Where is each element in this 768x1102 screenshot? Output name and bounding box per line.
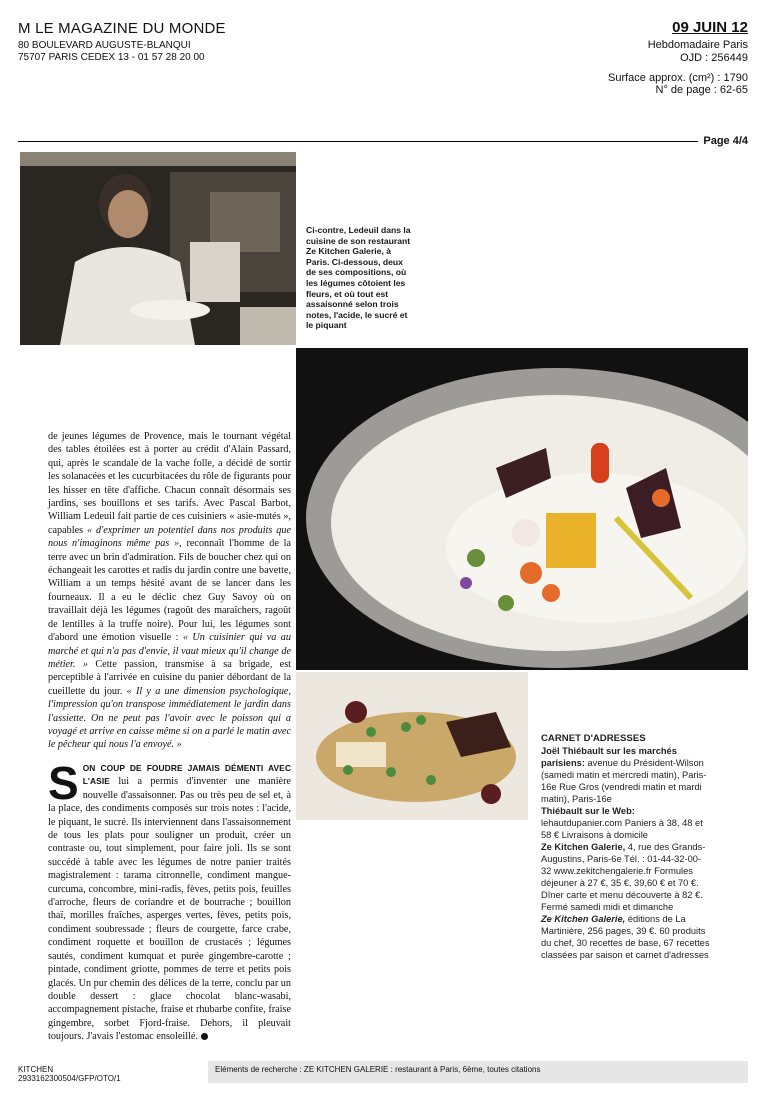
surface-info: Surface approx. (cm²) : 1790 [607,72,748,84]
quote-2: « Un cuisinier qui va au marché et qui n'a pas d'envie, il vaut mieux qu'il change de métier. » [48,632,291,670]
paragraph-lead: ON COUP DE FOUDRE JAMAIS DÉMENTI AVEC L'ASIE [82,763,291,787]
publication-address-line1: 80 BOULEVARD AUGUSTE-BLANQUI [18,40,191,51]
publication-address-line2: 75707 PARIS CEDEX 13 - 01 57 28 20 00 [18,52,205,63]
quote-1: « d'exprimer un potentiel dans nos produits que nous n'imaginons même pas » [48,524,291,550]
publication-ojd: OJD : 256449 [680,52,748,64]
quote-3: « Il y a une dimension psychologique, l'impression qu'on transpose immédiatement le jardin dans l'assiette. On ne peut pas l'avoir avec le poisson qui a voyagé et arrive en caisse même si on a parlé le matin avec le pêcheur qui nous l'a envoyé. » [48,685,291,751]
main-dish-photo [296,348,748,670]
footer-reference-code: 2933162300504/GFP/OTO/1 [18,1074,121,1083]
address-book-sidebar [541,733,711,961]
second-dish-photo [296,672,528,820]
photo-caption: Ci-contre, Ledeuil dans la cuisine de son restaurant Ze Kitchen Galerie, à Paris. Ci-dessous, deux de ses compositions, où les légumes côtoient les fleurs, et où tout est assaisonné selon trois notes, l'acide, le sucré et le piquant [306,225,411,331]
publication-frequency: Hebdomadaire Paris [647,39,748,51]
drop-cap: S [48,757,79,809]
publication-name: M LE MAGAZINE DU MONDE [18,20,226,37]
footer-kitchen-label: KITCHEN [18,1065,54,1074]
article-column-lower [48,757,291,1044]
article-paragraph-1: de jeunes légumes de Provence, mais le tournant végétal des tables étoilées est à porter au crédit d'Alain Passard, qui, après le scandale de la vache folle, a décidé de sortir les solanacées et les cucurbitacées du rôle de figurants pour les hisser en tête d'affiche. Chacun connaît désormais ses jardins, ses bouillons et ses tarifs. Avec Pascal Barbot, William Ledeuil fait partie de ces cuisiniers « asie-mutés », capables « d'exprimer un potentiel dans nos produits que nous n'imaginons même pas », reconnaît l'homme de la terre avec un brin d'admiration. Fils de boucher chez qui on échangeait les carottes et radis du jardin contre une bavette, William a un temps hésité avant de se lancer dans les fourneaux. Il a eu le déclic chez Guy Savoy où on travaillait déjà les légumes (ragoût des maraîchers, ragoût de lentilles à la truffe noire). Pour lui, les légumes sont d'abord une émotion visuelle : « Un cuisinier qui va au marché et qui n'a pas d'envie, il vaut mieux qu'il change de métier. » Cette passion, transmise à sa brigade, est perceptible à l'arrivée en cuisine du panier débordant de la cueillette du jour. « Il y a une dimension psychologique, l'impression qu'on transpose immédiatement le jardin dans l'assiette. On ne peut pas l'avoir avec le poisson qui a voyagé et arrive en caisse même si on a parlé le matin avec le pêcheur qui nous l'a envoyé. » [48,431,291,751]
chef-photo [20,152,296,345]
page-divider [18,141,698,142]
page-indicator: Page 4/4 [703,135,748,147]
sidebar-entry-markets: Joël Thiébault sur les marchés parisiens: avenue du Président-Wilson (samedi matin et mercredi matin), Paris-16e Rue Gros (vendredi matin et mardi matin), Paris-16e [541,746,707,804]
sidebar-entry-book: Ze Kitchen Galerie, éditions de La Martinière, 256 pages, 39 €. 60 produits du chef, 30 recettes de base, 67 recettes classées par saison et carnet d'adresses [541,914,710,960]
sidebar-title: CARNET D'ADRESSES [541,733,646,744]
article-paragraph-2: SON COUP DE FOUDRE JAMAIS DÉMENTI AVEC L'ASIE lui a permis d'inventer une manière nouvelle d'assaisonner. Pas ou très peu de sel et, à la place, des condiments composés sur trois notes : l'acide, le piquant, le sucré. Ils interviennent dans l'assaisonnement de tous les plats pour souligner un produit, créer un contraste ou, tout simplement, pour faire joli. Ils se sont succédé à table avec les légumes de notre panier traités magistralement : tarama citronnelle, condiment mangue-curcuma, concombre, mini-radis, fèves, petits pois, feuilles d'arroche, fleurs de coriandre et de bourrache ; bouillon thaï, morilles fraîches, asperges vertes, fèves, petits pois, condiment soubressade ; fleurs de courgette, farce crabe, condiment roquette et bouillon de crustacés ; légumes sautés, condiment kumquat et purée gingembre-carotte ; pintade, condiment griotte, pommes de terre et petits pois glacés. Un pur chemin des délices de la terre, conclu par un double dessert : glace chocolat blanc-wasabi, accompagnement pistache, fraise et rhubarbe confite, fraise gingembre, sorbet Fjord-fraise. Dehors, il pleuvait toujours. J'avais l'estomac ensoleillé. [48,757,291,1043]
sidebar-entry-web: Thiébault sur le Web: lehautdupanier.com Paniers à 38, 48 et 58 € Livraisons à domicile [541,806,703,840]
sidebar-entry-restaurant: Ze Kitchen Galerie, 4, rue des Grands-Augustins, Paris-6e Tél. : 01-44-32-00-32 www.zekitchengalerie.fr Formules déjeuner à 27 €, 35 €, 39,60 € et 70 €. Dîner carte et menu découverte à 82 €. Fermé samedi midi et dimanche [541,842,706,912]
page-numbers: N° de page : 62-65 [655,84,748,96]
article-column-upper [48,430,291,752]
end-of-article-mark [201,1033,208,1040]
publication-date: 09 JUIN 12 [672,19,748,36]
footer-search-elements: Eléments de recherche : ZE KITCHEN GALERIE : restaurant à Paris, 6ème, toutes citations [215,1065,541,1074]
